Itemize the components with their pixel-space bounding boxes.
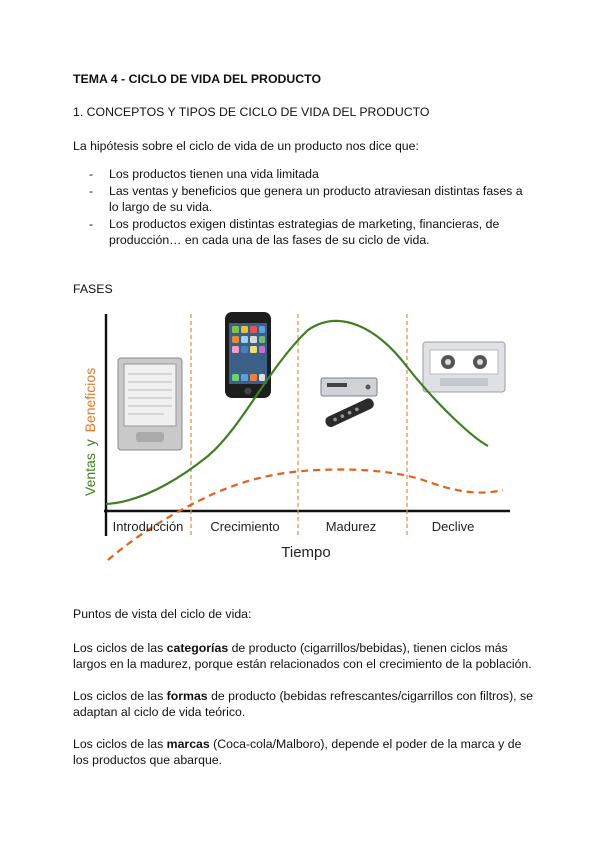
y-label-y: y	[82, 439, 98, 447]
list-item	[73, 216, 533, 248]
phase-label-declive: Declive	[431, 519, 475, 534]
section-heading: 1. CONCEPTOS Y TIPOS DE CICLO DE VIDA DEL PRODUCTO	[73, 105, 430, 119]
paragraph-bold: categorías	[166, 641, 229, 655]
paragraph-bold: marcas	[166, 737, 210, 751]
paragraph-bold: formas	[166, 689, 208, 703]
cassette-tape-icon	[423, 342, 505, 392]
paragraph-text: Los ciclos de las	[73, 641, 167, 655]
list-item-text: Los productos tienen una vida limitada	[109, 167, 319, 181]
dvd-player-icon	[321, 378, 377, 429]
phase-label-crecimiento: Crecimiento	[210, 519, 280, 534]
phase-label-introduccion: Introducción	[112, 519, 184, 534]
y-label-ventas: Ventas	[82, 453, 98, 496]
paragraph-formas	[73, 688, 533, 720]
list-item-text: Los productos exigen distintas estrategias de marketing, financieras, de producción… en cada una de las fases de su ciclo de vida.	[109, 217, 500, 247]
list-item	[73, 183, 533, 215]
list-item-text: Las ventas y beneficios que genera un producto atraviesan distintas fases a lo largo de su vida.	[109, 184, 523, 214]
paragraph-text: de producto (cigarrillos/bebidas), tienen ciclos más largos en la madurez, porque están relacionados con el crecimiento de la población.	[73, 641, 532, 671]
bullet-marker: -	[89, 167, 94, 181]
puntos-heading: Puntos de vista del ciclo de vida:	[73, 607, 252, 621]
hypothesis-list	[73, 166, 533, 249]
y-axis-label	[82, 368, 98, 496]
list-item	[73, 166, 533, 182]
bullet-marker: -	[89, 184, 94, 198]
fases-label: FASES	[73, 282, 113, 296]
paragraph-text: (Coca-cola/Malboro), depende el poder de la marca y de los productos que abarque.	[73, 737, 522, 767]
paragraph-text: Los ciclos de las	[73, 689, 167, 703]
product-life-cycle-diagram	[78, 306, 518, 568]
intro-text: La hipótesis sobre el ciclo de vida de un producto nos dice que:	[73, 139, 419, 153]
phase-label-madurez: Madurez	[325, 519, 377, 534]
bullet-marker: -	[89, 217, 94, 231]
paragraph-marcas	[73, 736, 533, 768]
document-title: TEMA 4 - CICLO DE VIDA DEL PRODUCTO	[73, 72, 322, 86]
paragraph-categorias	[73, 640, 533, 672]
paragraph-text: de producto (bebidas refrescantes/cigarrillos con filtros), se adaptan al ciclo de vida teórico.	[73, 689, 533, 719]
paragraph-text: Los ciclos de las	[73, 737, 167, 751]
ereader-icon	[118, 358, 182, 450]
x-axis-label: Tiempo	[281, 544, 331, 561]
y-label-beneficios: Beneficios	[82, 367, 98, 433]
